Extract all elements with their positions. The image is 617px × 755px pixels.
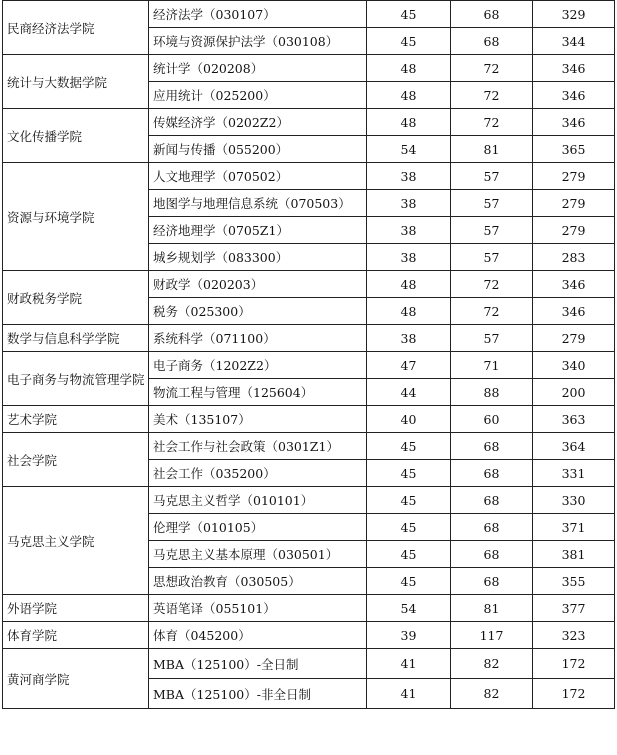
major-cell: 传媒经济学（0202Z2） bbox=[149, 109, 367, 136]
score-cell-1: 48 bbox=[367, 298, 451, 325]
score-cell-1: 45 bbox=[367, 1, 451, 28]
score-cell-3: 279 bbox=[533, 325, 615, 352]
score-cell-2: 57 bbox=[451, 325, 533, 352]
score-cell-2: 71 bbox=[451, 352, 533, 379]
score-cell-1: 38 bbox=[367, 190, 451, 217]
score-cell-2: 68 bbox=[451, 568, 533, 595]
table-row bbox=[3, 433, 615, 460]
score-cell-3: 340 bbox=[533, 352, 615, 379]
major-cell: 美术（135107） bbox=[149, 406, 367, 433]
score-cell-2: 88 bbox=[451, 379, 533, 406]
score-cell-1: 45 bbox=[367, 460, 451, 487]
table-row bbox=[3, 163, 615, 190]
score-cell-2: 68 bbox=[451, 514, 533, 541]
college-cell: 数学与信息科学学院 bbox=[3, 325, 149, 352]
score-cell-2: 68 bbox=[451, 1, 533, 28]
score-cell-3: 371 bbox=[533, 514, 615, 541]
college-cell: 民商经济法学院 bbox=[3, 1, 149, 55]
score-cell-2: 68 bbox=[451, 487, 533, 514]
score-cell-3: 331 bbox=[533, 460, 615, 487]
table-row bbox=[3, 352, 615, 379]
score-cell-2: 72 bbox=[451, 298, 533, 325]
score-cell-1: 44 bbox=[367, 379, 451, 406]
major-cell: 思想政治教育（030505） bbox=[149, 568, 367, 595]
major-cell: 经济法学（030107） bbox=[149, 1, 367, 28]
score-cell-3: 330 bbox=[533, 487, 615, 514]
score-cell-2: 60 bbox=[451, 406, 533, 433]
score-cell-2: 57 bbox=[451, 244, 533, 271]
major-cell: 统计学（020208） bbox=[149, 55, 367, 82]
major-cell: 人文地理学（070502） bbox=[149, 163, 367, 190]
score-cell-1: 45 bbox=[367, 541, 451, 568]
score-cell-3: 283 bbox=[533, 244, 615, 271]
college-cell: 文化传播学院 bbox=[3, 109, 149, 163]
score-cell-3: 377 bbox=[533, 595, 615, 622]
score-cell-2: 57 bbox=[451, 217, 533, 244]
score-cell-1: 47 bbox=[367, 352, 451, 379]
score-cell-1: 48 bbox=[367, 82, 451, 109]
score-cell-1: 48 bbox=[367, 55, 451, 82]
score-cell-3: 364 bbox=[533, 433, 615, 460]
major-cell: 社会工作（035200） bbox=[149, 460, 367, 487]
score-cell-3: 381 bbox=[533, 541, 615, 568]
score-cell-1: 54 bbox=[367, 595, 451, 622]
major-cell: MBA（125100）-全日制 bbox=[149, 649, 367, 679]
score-cell-3: 172 bbox=[533, 679, 615, 709]
score-cell-2: 81 bbox=[451, 136, 533, 163]
score-cell-3: 200 bbox=[533, 379, 615, 406]
score-cell-1: 45 bbox=[367, 514, 451, 541]
score-cell-2: 68 bbox=[451, 541, 533, 568]
table-body bbox=[3, 1, 615, 709]
college-cell: 外语学院 bbox=[3, 595, 149, 622]
major-cell: 马克思主义基本原理（030501） bbox=[149, 541, 367, 568]
score-cell-2: 72 bbox=[451, 55, 533, 82]
table-row bbox=[3, 406, 615, 433]
major-cell: 马克思主义哲学（010101） bbox=[149, 487, 367, 514]
score-cell-3: 279 bbox=[533, 217, 615, 244]
score-cell-1: 45 bbox=[367, 487, 451, 514]
score-cell-2: 68 bbox=[451, 28, 533, 55]
score-cell-1: 48 bbox=[367, 271, 451, 298]
major-cell: 应用统计（025200） bbox=[149, 82, 367, 109]
college-cell: 财政税务学院 bbox=[3, 271, 149, 325]
major-cell: 经济地理学（0705Z1） bbox=[149, 217, 367, 244]
college-cell: 马克思主义学院 bbox=[3, 487, 149, 595]
score-cell-1: 38 bbox=[367, 217, 451, 244]
score-cell-1: 45 bbox=[367, 568, 451, 595]
score-cell-2: 82 bbox=[451, 649, 533, 679]
score-cell-1: 40 bbox=[367, 406, 451, 433]
college-cell: 艺术学院 bbox=[3, 406, 149, 433]
score-cell-1: 38 bbox=[367, 163, 451, 190]
score-cell-2: 68 bbox=[451, 433, 533, 460]
college-cell: 电子商务与物流管理学院 bbox=[3, 352, 149, 406]
major-cell: 地图学与地理信息系统（070503） bbox=[149, 190, 367, 217]
major-cell: 体育（045200） bbox=[149, 622, 367, 649]
major-cell: 税务（025300） bbox=[149, 298, 367, 325]
major-cell: 环境与资源保护法学（030108） bbox=[149, 28, 367, 55]
score-cell-1: 54 bbox=[367, 136, 451, 163]
score-cell-3: 279 bbox=[533, 190, 615, 217]
score-cell-1: 41 bbox=[367, 649, 451, 679]
table-row bbox=[3, 487, 615, 514]
score-cell-3: 346 bbox=[533, 298, 615, 325]
score-cell-2: 57 bbox=[451, 190, 533, 217]
major-cell: 社会工作与社会政策（0301Z1） bbox=[149, 433, 367, 460]
score-cell-3: 344 bbox=[533, 28, 615, 55]
major-cell: 电子商务（1202Z2） bbox=[149, 352, 367, 379]
score-cell-1: 39 bbox=[367, 622, 451, 649]
score-cell-1: 38 bbox=[367, 325, 451, 352]
table-row bbox=[3, 649, 615, 679]
score-cell-2: 117 bbox=[451, 622, 533, 649]
college-cell: 社会学院 bbox=[3, 433, 149, 487]
table-row bbox=[3, 271, 615, 298]
score-cell-1: 41 bbox=[367, 679, 451, 709]
score-cell-2: 57 bbox=[451, 163, 533, 190]
score-cell-2: 81 bbox=[451, 595, 533, 622]
score-cell-3: 323 bbox=[533, 622, 615, 649]
table-row bbox=[3, 55, 615, 82]
major-cell: 系统科学（071100） bbox=[149, 325, 367, 352]
score-cell-3: 365 bbox=[533, 136, 615, 163]
score-cell-2: 82 bbox=[451, 679, 533, 709]
table-row bbox=[3, 622, 615, 649]
major-cell: 城乡规划学（083300） bbox=[149, 244, 367, 271]
score-cell-3: 363 bbox=[533, 406, 615, 433]
college-cell: 黄河商学院 bbox=[3, 649, 149, 709]
table-row bbox=[3, 325, 615, 352]
major-cell: 物流工程与管理（125604） bbox=[149, 379, 367, 406]
score-cell-2: 72 bbox=[451, 109, 533, 136]
score-cell-2: 68 bbox=[451, 460, 533, 487]
college-cell: 统计与大数据学院 bbox=[3, 55, 149, 109]
score-cell-3: 355 bbox=[533, 568, 615, 595]
college-cell: 体育学院 bbox=[3, 622, 149, 649]
score-cell-3: 279 bbox=[533, 163, 615, 190]
major-cell: 财政学（020203） bbox=[149, 271, 367, 298]
table-row bbox=[3, 1, 615, 28]
score-cell-3: 346 bbox=[533, 271, 615, 298]
score-cell-2: 72 bbox=[451, 271, 533, 298]
score-cell-1: 45 bbox=[367, 28, 451, 55]
score-cell-1: 45 bbox=[367, 433, 451, 460]
score-table bbox=[2, 0, 615, 709]
table-row bbox=[3, 109, 615, 136]
major-cell: MBA（125100）-非全日制 bbox=[149, 679, 367, 709]
score-cell-3: 346 bbox=[533, 109, 615, 136]
score-cell-3: 346 bbox=[533, 82, 615, 109]
score-cell-1: 38 bbox=[367, 244, 451, 271]
major-cell: 英语笔译（055101） bbox=[149, 595, 367, 622]
table-row bbox=[3, 595, 615, 622]
college-cell: 资源与环境学院 bbox=[3, 163, 149, 271]
score-cell-3: 172 bbox=[533, 649, 615, 679]
score-cell-1: 48 bbox=[367, 109, 451, 136]
score-cell-3: 346 bbox=[533, 55, 615, 82]
major-cell: 伦理学（010105） bbox=[149, 514, 367, 541]
score-cell-2: 72 bbox=[451, 82, 533, 109]
major-cell: 新闻与传播（055200） bbox=[149, 136, 367, 163]
score-cell-3: 329 bbox=[533, 1, 615, 28]
